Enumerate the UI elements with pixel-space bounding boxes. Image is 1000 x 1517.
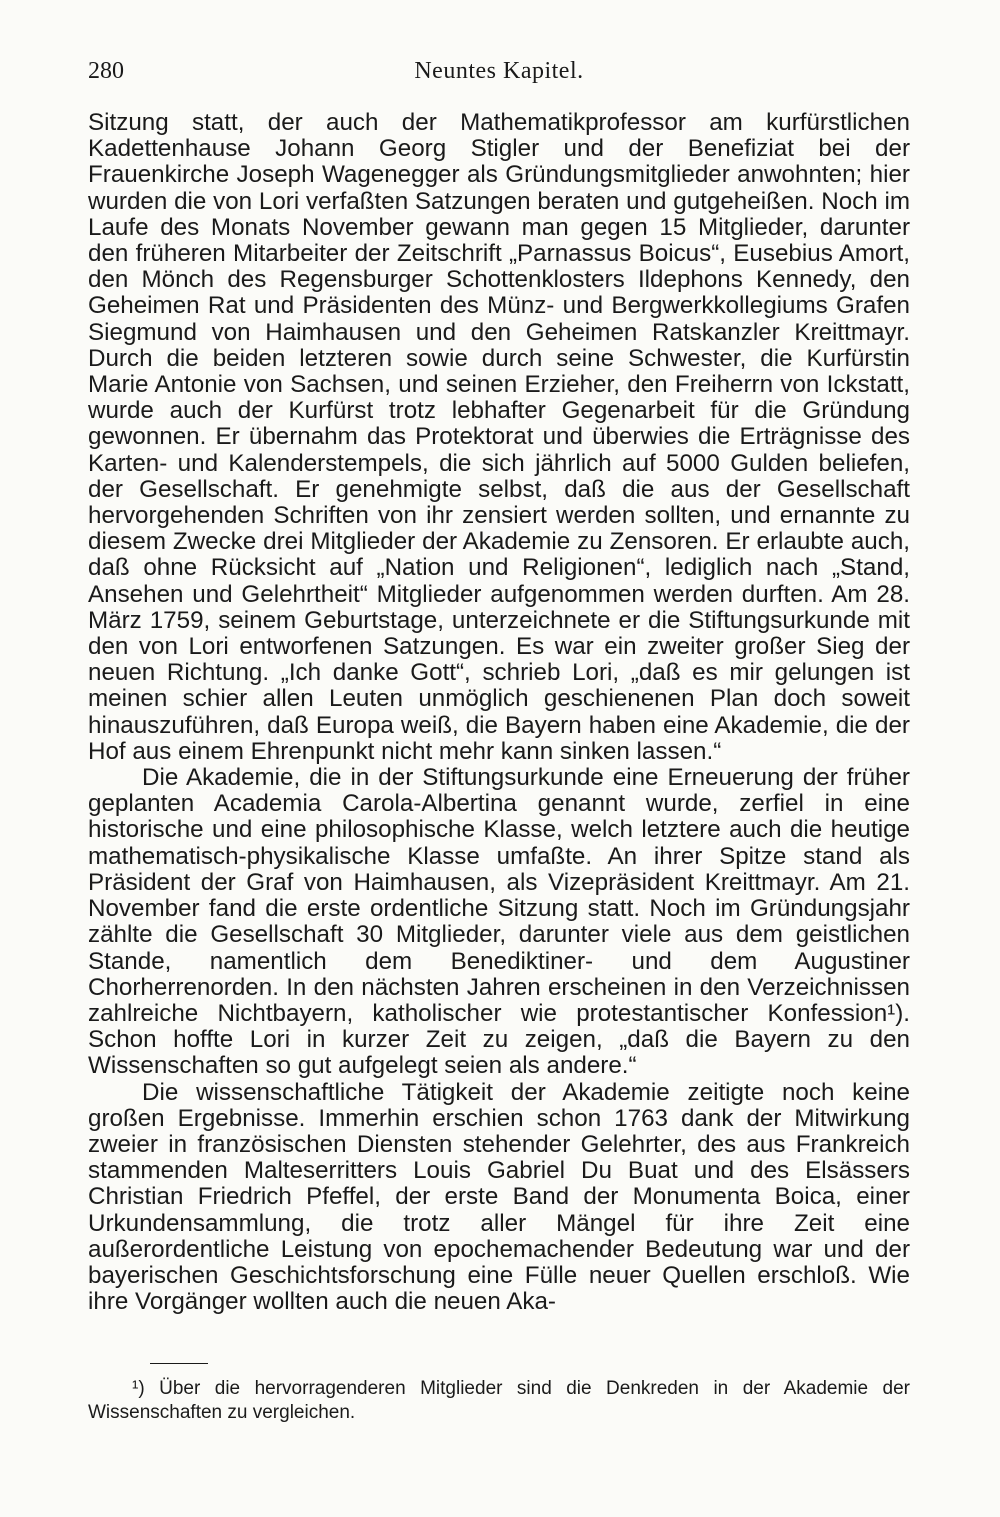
paragraph-2: Die Akademie, die in der Stiftungsurkunde eine Erneuerung der früher geplanten Academia Carola-Albertina genannt wurde, zerfiel in eine historische und eine philosophische Klasse, welch letztere auch die heutige mathematisch-physikalische Klasse umfaßte. An ihrer Spitze stand als Präsident der Graf von Haimhausen, als Vizepräsident Kreittmayr. Am 21. November fand die erste ordentliche Sitzung statt. Noch im Gründungsjahr zählte die Gesellschaft 30 Mitglieder, darunter viele aus dem geistlichen Stande, namentlich dem Benediktiner- und dem Augustiner Chorherrenorden. In den nächsten Jahren erscheinen in den Verzeichnissen zahlreiche Nichtbayern, katholischer wie protestantischer Konfession¹). Schon hoffte Lori in kurzer Zeit zu zeigen, „daß die Bayern zu den Wissenschaften so gut aufgelegt seien als andere.“	[88, 764, 910, 1080]
body-text	[88, 110, 910, 1315]
paragraph-3: Die wissenschaftliche Tätigkeit der Akademie zeitigte noch keine großen Ergebnisse. Immerhin erschien schon 1763 dank der Mitwirkung zweier in französischen Diensten stehender Gelehrter, des aus Frankreich stammenden Malteserritters Louis Gabriel Du Buat und des Elsässers Christian Friedrich Pfeffel, der erste Band der Monumenta Boica, einer Urkundensammlung, die trotz aller Mängel für ihre Zeit eine außerordentliche Leistung von epochemachender Bedeutung war und der bayerischen Geschichtsforschung eine Fülle neuer Quellen erschloß. Wie ihre Vorgänger wollten auch die neuen Aka-	[88, 1078, 910, 1316]
footnote-text: Über die hervorragenderen Mitglieder sind die Denkreden in der Akademie der Wissenschaften zu vergleichen.	[88, 1378, 911, 1423]
paragraph-1: Sitzung statt, der auch der Mathematikprofessor am kurfürstlichen Kadettenhause Johann Georg Stigler und der Benefiziat bei der Frauenkirche Joseph Wagenegger als Gründungsmitglieder anwohnten; hier wurden die von Lori verfaßten Satzungen beraten und gutgeheißen. Noch im Laufe des Monats November gewann man gegen 15 Mitglieder, darunter den früheren Mitarbeiter der Zeitschrift „Parnassus Boicus“, Eusebius Amort, den Mönch des Regensburger Schottenklosters Ildephons Kennedy, den Geheimen Rat und Präsidenten des Münz- und Bergwerkkollegiums Grafen Siegmund von Haimhausen und den Geheimen Ratskanzler Kreittmayr. Durch die beiden letzteren sowie durch seine Schwester, die Kurfürstin Marie Antonie von Sachsen, und seinen Erzieher, den Freiherrn von Ickstatt, wurde auch der Kurfürst trotz lebhafter Gegenarbeit für die Gründung gewonnen. Er übernahm das Protektorat und überwies die Erträgnisse des Karten- und Kalenderstempels, die sich jährlich auf 5000 Gulden beliefen, der Gesellschaft. Er genehmigte selbst, daß die aus der Gesellschaft hervorgehenden Schriften von ihr zensiert werden sollten, und ernannte zu diesem Zwecke drei Mitglieder der Akademie zu Zensoren. Er erlaubte auch, daß ohne Rücksicht auf „Nation und Religionen“, lediglich nach „Stand, Ansehen und Gelehrtheit“ Mitglieder aufgenommen werden durften. Am 28. März 1759, seinem Geburtstage, unterzeichnete er die Stiftungsurkunde mit den von Lori entworfenen Satzungen. Es war ein zweiter großer Sieg der neuen Richtung. „Ich danke Gott“, schrieb Lori, „daß es mir gelungen ist meinen schier allen Leuten unmöglich geschienenen Plan doch soweit hinauszuführen, daß Europa weiß, die Bayern haben eine Akademie, die der Hof aus einem Ehrenpunkt nicht mehr kann sinken lassen.“	[88, 109, 910, 765]
page-header	[88, 58, 910, 92]
page-number: 280	[88, 58, 124, 84]
running-head: Neuntes Kapitel.	[414, 58, 584, 84]
footnote-rule	[150, 1363, 208, 1364]
footnote	[88, 1377, 910, 1425]
footnote-mark: ¹)	[132, 1378, 145, 1399]
